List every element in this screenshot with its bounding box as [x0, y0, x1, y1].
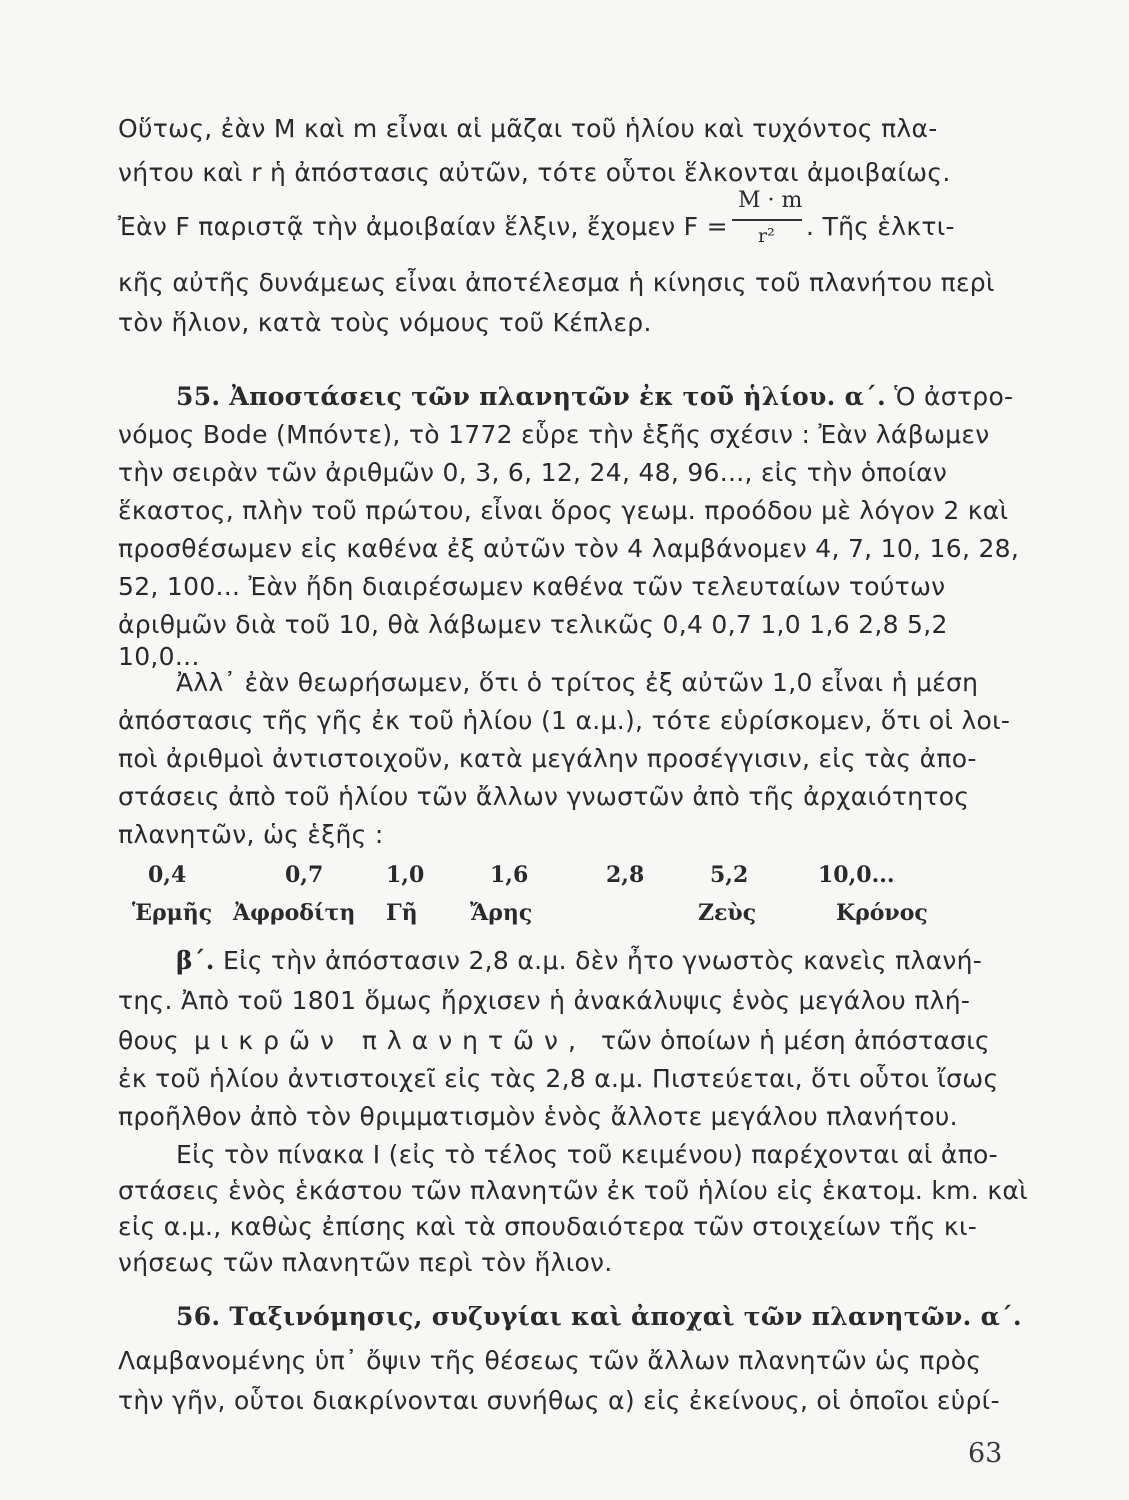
- section-56-heading-text: 56. Ταξινόμησις, συζυγίαι καὶ ἀποχαὶ τῶν πλανητῶν. α΄.: [176, 1302, 1022, 1331]
- beta-spaced-words: μικρῶν πλανητῶν,: [194, 1026, 586, 1055]
- beta-spaced-lead: θους: [118, 1026, 179, 1055]
- s55-line-7: 10,0...: [118, 642, 200, 671]
- table-value-0: 0,4: [148, 862, 187, 888]
- beta-line-1-text: Εἰς τὴν ἀπόστασιν 2,8 α.μ. δὲν ἦτο γνωστὸς κανεὶς πλανή-: [222, 946, 983, 975]
- para1-line-1: Οὕτως, ἐὰν Μ καὶ m εἶναι αἱ μᾶζαι τοῦ ἡλίου καὶ τυχόντος πλα-: [118, 114, 938, 143]
- beta-line-1: [176, 944, 990, 978]
- beta-line-3: [118, 1024, 990, 1058]
- s55-line-2: τὴν σειρὰν τῶν ἀριθμῶν 0, 3, 6, 12, 24, 48, 96..., εἰς τὴν ὁποίαν: [118, 458, 948, 487]
- para3-line-2: στάσεις ἑνὸς ἑκάστου τῶν πλανητῶν ἐκ τοῦ ἡλίου εἰς ἑκατομ. km. καὶ: [118, 1176, 1028, 1205]
- s55-line-3: ἕκαστος, πλὴν τοῦ πρώτου, εἶναι ὅρος γεωμ. προόδου μὲ λόγον 2 καὶ: [118, 496, 1009, 525]
- s56-line-1: Λαμβανομένης ὑπ᾽ ὄψιν τῆς θέσεως τῶν ἄλλων πλανητῶν ὡς πρὸς: [118, 1346, 982, 1375]
- beta-line-4: ἐκ τοῦ ἡλίου ἀντιστοιχεῖ εἰς τὰς 2,8 α.μ. Πιστεύεται, ὅτι οὗτοι ἴσως: [118, 1064, 999, 1093]
- table-value-4: 2,8: [606, 862, 645, 888]
- table-value-2: 1,0: [386, 862, 425, 888]
- beta-line-5: προῆλθον ἀπὸ τὸν θριμματισμὸν ἑνὸς ἄλλοτε μεγάλου πλανήτου.: [118, 1102, 958, 1131]
- formula-lead: Ἐὰν F παριστᾷ τὴν ἀμοιβαίαν ἕλξιν, ἔχομεν F =: [118, 212, 728, 241]
- formula-denominator: r²: [758, 225, 775, 247]
- table-name-1: Ἀφροδίτη: [233, 900, 356, 926]
- page-number: 63: [968, 1438, 1003, 1469]
- section-55-first-line: [176, 380, 1014, 414]
- table-value-5: 5,2: [710, 862, 749, 888]
- para1-cont-line-1: κῆς αὐτῆς δυνάμεως εἶναι ἀποτέλεσμα ἡ κίνησις τοῦ πλανήτου περὶ: [118, 268, 995, 297]
- table-name-6: Κρόνος: [836, 900, 928, 926]
- s55-line-4: προσθέσωμεν εἰς καθένα ἐξ αὐτῶν τὸν 4 λαμβάνομεν 4, 7, 10, 16, 28,: [118, 534, 1020, 563]
- table-value-1: 0,7: [285, 862, 324, 888]
- table-name-3: Ἄρης: [470, 900, 533, 926]
- para3-line-1: Εἰς τὸν πίνακα Ι (εἰς τὸ τέλος τοῦ κειμένου) παρέχονται αἱ ἀπο-: [176, 1140, 998, 1169]
- s55-para2-line-3: ποὶ ἀριθμοὶ ἀντιστοιχοῦν, κατὰ μεγάλην προσέγγισιν, εἰς τὰς ἀπο-: [118, 744, 977, 773]
- table-name-2: Γῆ: [386, 900, 418, 926]
- formula-tail: . Τῆς ἑλκτι-: [806, 212, 955, 241]
- formula-numerator: M · m: [738, 188, 803, 213]
- s55-line-1: νόμος Bode (Μπόντε), τὸ 1772 εὗρε τὴν ἑξῆς σχέσιν : Ἐὰν λάβωμεν: [118, 420, 990, 449]
- section-55-heading-tail: Ὁ ἀστρο-: [894, 382, 1014, 411]
- s55-para2-line-1: Ἀλλ᾽ ἐὰν θεωρήσωμεν, ὅτι ὁ τρίτος ἐξ αὐτῶν 1,0 εἶναι ἡ μέση: [176, 668, 979, 697]
- s55-para2-line-2: ἀπόστασις τῆς γῆς ἐκ τοῦ ἡλίου (1 α.μ.), τότε εὑρίσκομεν, ὅτι οἱ λοι-: [118, 706, 1011, 735]
- para3-line-3: εἰς α.μ., καθὼς ἐπίσης καὶ τὰ σπουδαιότερα τῶν στοιχείων τῆς κι-: [118, 1212, 978, 1241]
- s55-line-5: 52, 100... Ἐὰν ἤδη διαιρέσωμεν καθένα τῶν τελευταίων τούτων: [118, 572, 946, 601]
- table-name-0: Ἑρμῆς: [132, 900, 213, 926]
- beta-line-2: της. Ἀπὸ τοῦ 1801 ὅμως ἤρχισεν ἡ ἀνακάλυψις ἑνὸς μεγάλου πλή-: [118, 986, 971, 1015]
- section-55-heading: 55. Ἀποστάσεις τῶν πλανητῶν ἐκ τοῦ ἡλίου. α΄.: [176, 382, 887, 411]
- fraction-bar: [732, 219, 802, 221]
- para3-line-4: νήσεως τῶν πλανητῶν περὶ τὸν ἥλιον.: [118, 1248, 613, 1277]
- beta-spaced-tail: τῶν ὁποίων ἡ μέση ἀπόστασις: [601, 1026, 990, 1055]
- table-value-3: 1,6: [490, 862, 529, 888]
- table-value-6: 10,0...: [818, 862, 895, 888]
- section-56-heading: [176, 1300, 1022, 1334]
- beta-label: β΄.: [176, 946, 215, 975]
- s55-line-6: ἀριθμῶν διὰ τοῦ 10, θὰ λάβωμεν τελικῶς 0,4 0,7 1,0 1,6 2,8 5,2: [118, 610, 948, 639]
- s55-para2-line-4: στάσεις ἀπὸ τοῦ ἡλίου τῶν ἄλλων γνωστῶν ἀπὸ τῆς ἀρχαιότητος: [118, 782, 970, 811]
- para1-cont-line-2: τὸν ἥλιον, κατὰ τοὺς νόμους τοῦ Κέπλερ.: [118, 308, 652, 337]
- s56-line-2: τὴν γῆν, οὗτοι διακρίνονται συνήθως α) εἰς ἐκείνους, οἱ ὁποῖοι εὑρί-: [118, 1386, 1000, 1415]
- s55-para2-line-5: πλανητῶν, ὡς ἑξῆς :: [118, 820, 384, 849]
- para1-line-2: νήτου καὶ r ἡ ἀπόστασις αὐτῶν, τότε οὗτοι ἕλκονται ἀμοιβαίως.: [118, 158, 951, 187]
- table-name-5: Ζεὺς: [698, 900, 757, 926]
